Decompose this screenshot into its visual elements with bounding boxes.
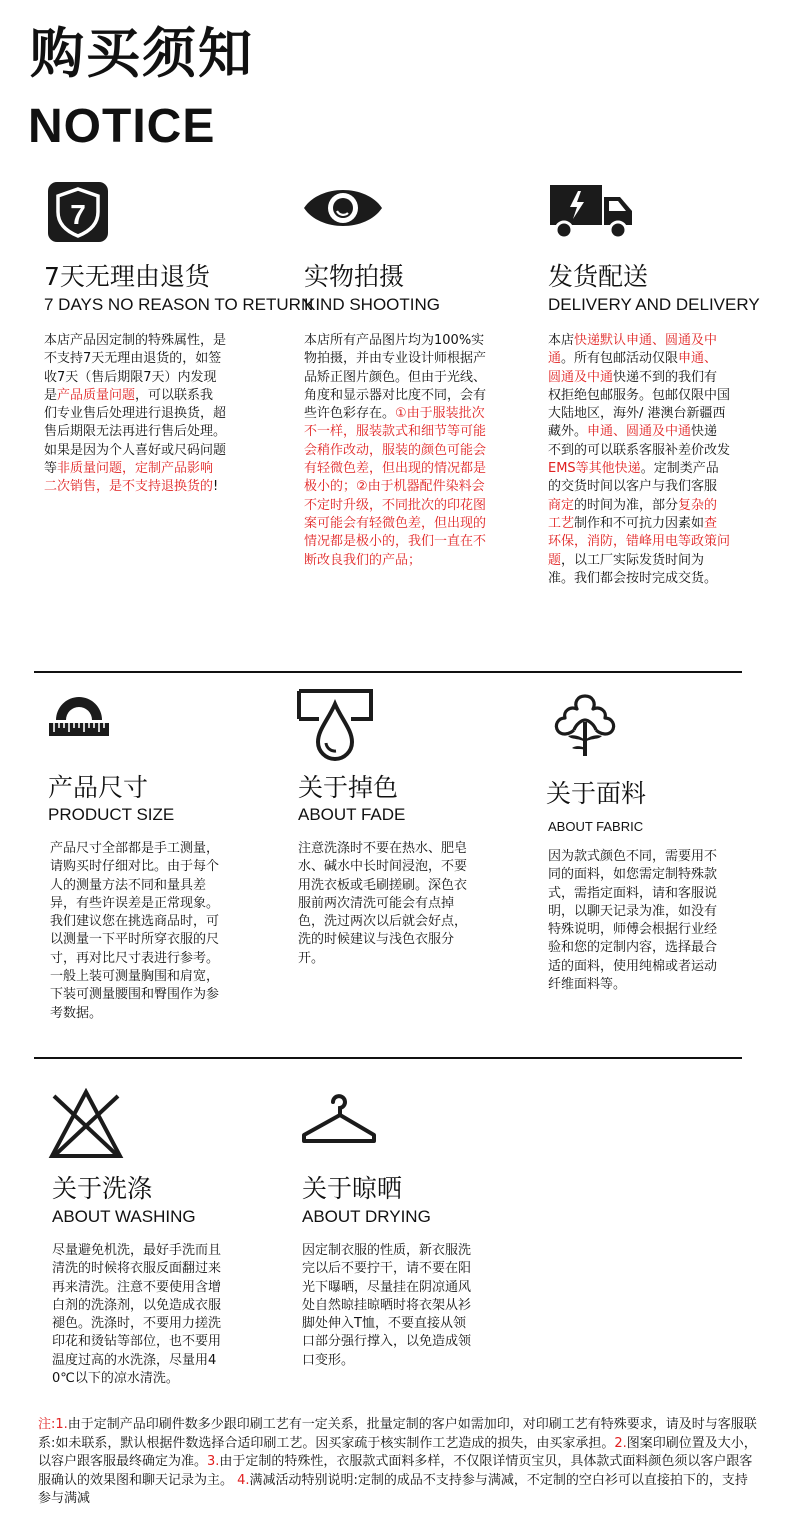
- highlight-text: 4.: [237, 1472, 250, 1488]
- body-text-segment: 由于定制的特殊性，衣服款式面料多样，不仅限详情页宝贝，具体款式面料颜色须以客户跟客服确认的效果图和聊天记录为主。: [38, 1454, 753, 1488]
- section-subheading-size: PRODUCT SIZE: [48, 805, 175, 824]
- section-heading-washing: 关于洗涤: [52, 1174, 153, 1203]
- body-text-segment: 快递不到的我们有权拒绝包邮服务。包邮仅限中国大陆地区，海外/ 港澳台新疆西藏外。: [548, 369, 731, 440]
- body-text-segment: 因定制衣服的性质，新衣服洗完以后不要拧干，请不要在阳光下曝晒，尽量挂在阴凉通风处自然晾挂晾晒时将衣架从衫脚处伸入T恤，不要直接从领口部分强行撑入，以免造成领口变形。: [302, 1243, 472, 1368]
- hanger-icon: [300, 1088, 378, 1144]
- body-text-segment: 注意洗涤时不要在热水、肥皂水、碱水中长时间浸泡，不要用洗衣板或毛刷搓刷。深色衣服前两次清洗可能会有点掉色，洗过两次以后就会好点，洗的时候建议与浅色衣服分开。: [298, 841, 468, 966]
- highlight-text: 非质量问题，定制产品影响二次销售，是不支持退换货的: [44, 461, 214, 495]
- highlight-text: EMS等其他快递: [548, 461, 641, 477]
- page-title: 购买须知: [30, 22, 254, 85]
- page-subtitle: NOTICE: [28, 100, 216, 153]
- delivery-truck-icon: [548, 183, 634, 241]
- body-text-segment: 因为款式颜色不同，需要用不同的面料，如您需定制特殊款式，需指定面料，请和客服说明，以聊天记录为准，如没有特殊说明，师傅会根据行业经验和您的定制内容，选择最合适的面料，使用纯棉或者运动纤维面料等。: [548, 849, 718, 993]
- section-body-drying: [302, 1242, 474, 1370]
- highlight-text: 申通、圆通及中通: [587, 424, 692, 440]
- shield-7-icon: [46, 180, 110, 244]
- section-heading-delivery: 发货配送: [548, 262, 649, 291]
- body-text-segment: 尽量避免机洗，最好手洗而且清洗的时候将衣服反面翻过来再来清洗。注意不要使用含增白剂的洗涤剂，以免造成衣服褪色。洗涤时，不要用力搓洗印花和烫钻等部位，也不要用温度过高的水洗涤，尽量用40℃以下的凉水清洗。: [52, 1243, 222, 1387]
- section-subheading-fade: ABOUT FADE: [298, 805, 406, 824]
- section-heading-return: 7天无理由退货: [44, 262, 210, 291]
- section-heading-size: 产品尺寸: [48, 773, 149, 802]
- highlight-text: 2.: [614, 1435, 627, 1451]
- svg-text:7: 7: [70, 199, 86, 230]
- dye-drop-icon: [296, 688, 374, 762]
- section-heading-fabric: 关于面料: [546, 779, 647, 808]
- row-divider-1: [34, 671, 742, 673]
- body-text-segment: 。定制类产品的交货时间以客户与我们客服: [548, 461, 719, 495]
- section-body-return: [44, 332, 226, 497]
- section-subheading-return: 7 DAYS NO REASON TO RETURN: [44, 295, 314, 314]
- section-subheading-delivery: DELIVERY AND DELIVERY: [548, 295, 760, 314]
- highlight-text: 产品质量问题: [57, 387, 136, 403]
- section-body-delivery: [548, 332, 730, 588]
- highlight-text: 3.: [207, 1454, 220, 1469]
- highlight-text: 快递默认申通、圆通及中通: [548, 333, 718, 367]
- section-subheading-washing: ABOUT WASHING: [52, 1207, 196, 1226]
- highlight-text: 注:1.: [38, 1417, 68, 1432]
- ruler-protractor-icon: [48, 690, 110, 740]
- section-body-shooting: [304, 332, 486, 570]
- body-text-segment: ，可以联系我们专业售后处理进行退换货，超售后期限无法再进行售后处理。如果是因为个人喜好或尺码问题等: [44, 387, 227, 477]
- row-divider-2: [34, 1057, 742, 1059]
- section-body-fabric: [548, 848, 726, 994]
- section-heading-fade: 关于掉色: [298, 773, 399, 802]
- eye-icon: [302, 180, 384, 236]
- body-text-segment: 本店产品因定制的特殊属性，是不支持7天无理由退货的，如签收7天（售后期限7天）内发现是: [44, 333, 227, 403]
- body-text-segment: 本店所有产品图片均为100%实物拍摄，并由专业设计师根据产品矫正图片颜色。但由于光线、角度和显示器对比度不同，会有些许色彩存在。: [304, 333, 487, 422]
- highlight-text: 申通、圆通及中通: [548, 351, 718, 385]
- section-heading-drying: 关于晾晒: [302, 1174, 403, 1203]
- no-bleach-icon: [48, 1088, 124, 1160]
- body-text-segment: 。所有包邮活动仅限: [561, 351, 679, 367]
- highlight-text: 复杂的工艺: [548, 497, 718, 531]
- highlight-text: 查环保，消防，错峰用电等政策问题: [548, 515, 731, 568]
- section-subheading-drying: ABOUT DRYING: [302, 1207, 431, 1226]
- body-text-segment: !: [213, 479, 219, 495]
- body-text-segment: 图案印刷位置及大小，以容户跟客服最终确定为准。: [38, 1435, 757, 1469]
- section-body-fade: [298, 840, 476, 968]
- body-text-segment: 由于定制产品印刷件数多少跟印刷工艺有一定关系，批量定制的客户如需加印，对印刷工艺有特殊要求，请及时与客服联系:如未联系，默认根据件数选择合适印刷工艺。因买家疏于核实制作工艺造成的损失，由买家承担。: [38, 1417, 757, 1451]
- cotton-icon: [546, 690, 624, 760]
- body-text-segment: 快递不到的可以联系客服补差价改发: [548, 424, 731, 458]
- section-subheading-fabric: ABOUT FABRIC: [548, 819, 644, 834]
- body-text-segment: 的时间为准，部分: [574, 497, 679, 513]
- footnotes: [38, 1416, 760, 1509]
- body-text-segment: 本店: [548, 333, 575, 348]
- body-text-segment: 满减活动特别说明:定制的成品不支持参与满减，不定制的空白衫可以直接拍下的，支持参与满减: [38, 1472, 748, 1506]
- body-text-segment: 产品尺寸全部都是手工测量，请购买时仔细对比。由于每个人的测量方法不同和量具差异，有些许误差是正常现象。我们建议您在挑选商品时，可以测量一下平时所穿衣服的尺寸，再对比尺寸表进行参考。一般上装可测量胸围和肩宽，下装可测量腰围和臀围作为参考数据。: [50, 841, 220, 1021]
- body-text-segment: 制作和不可抗力因素如: [574, 515, 705, 531]
- section-subheading-shooting: KIND SHOOTING: [304, 295, 441, 314]
- highlight-text: ①由于服装批次不一样，服装款式和细节等可能会稍作改动，服装的颜色可能会有轻微色差，但出现的情况都是极小的；②由于机器配件染料会不定时升级，不同批次的印花图案可能会有轻微色差，但出现的情况都是极小的，我们一直在不断改良我们的产品；: [304, 406, 487, 568]
- section-body-washing: [52, 1242, 228, 1388]
- section-body-size: [50, 840, 225, 1023]
- section-heading-shooting: 实物拍摄: [304, 262, 405, 291]
- body-text-segment: ，以工厂实际发货时间为准。我们都会按时完成交货。: [548, 552, 718, 586]
- highlight-text: 商定: [548, 497, 575, 513]
